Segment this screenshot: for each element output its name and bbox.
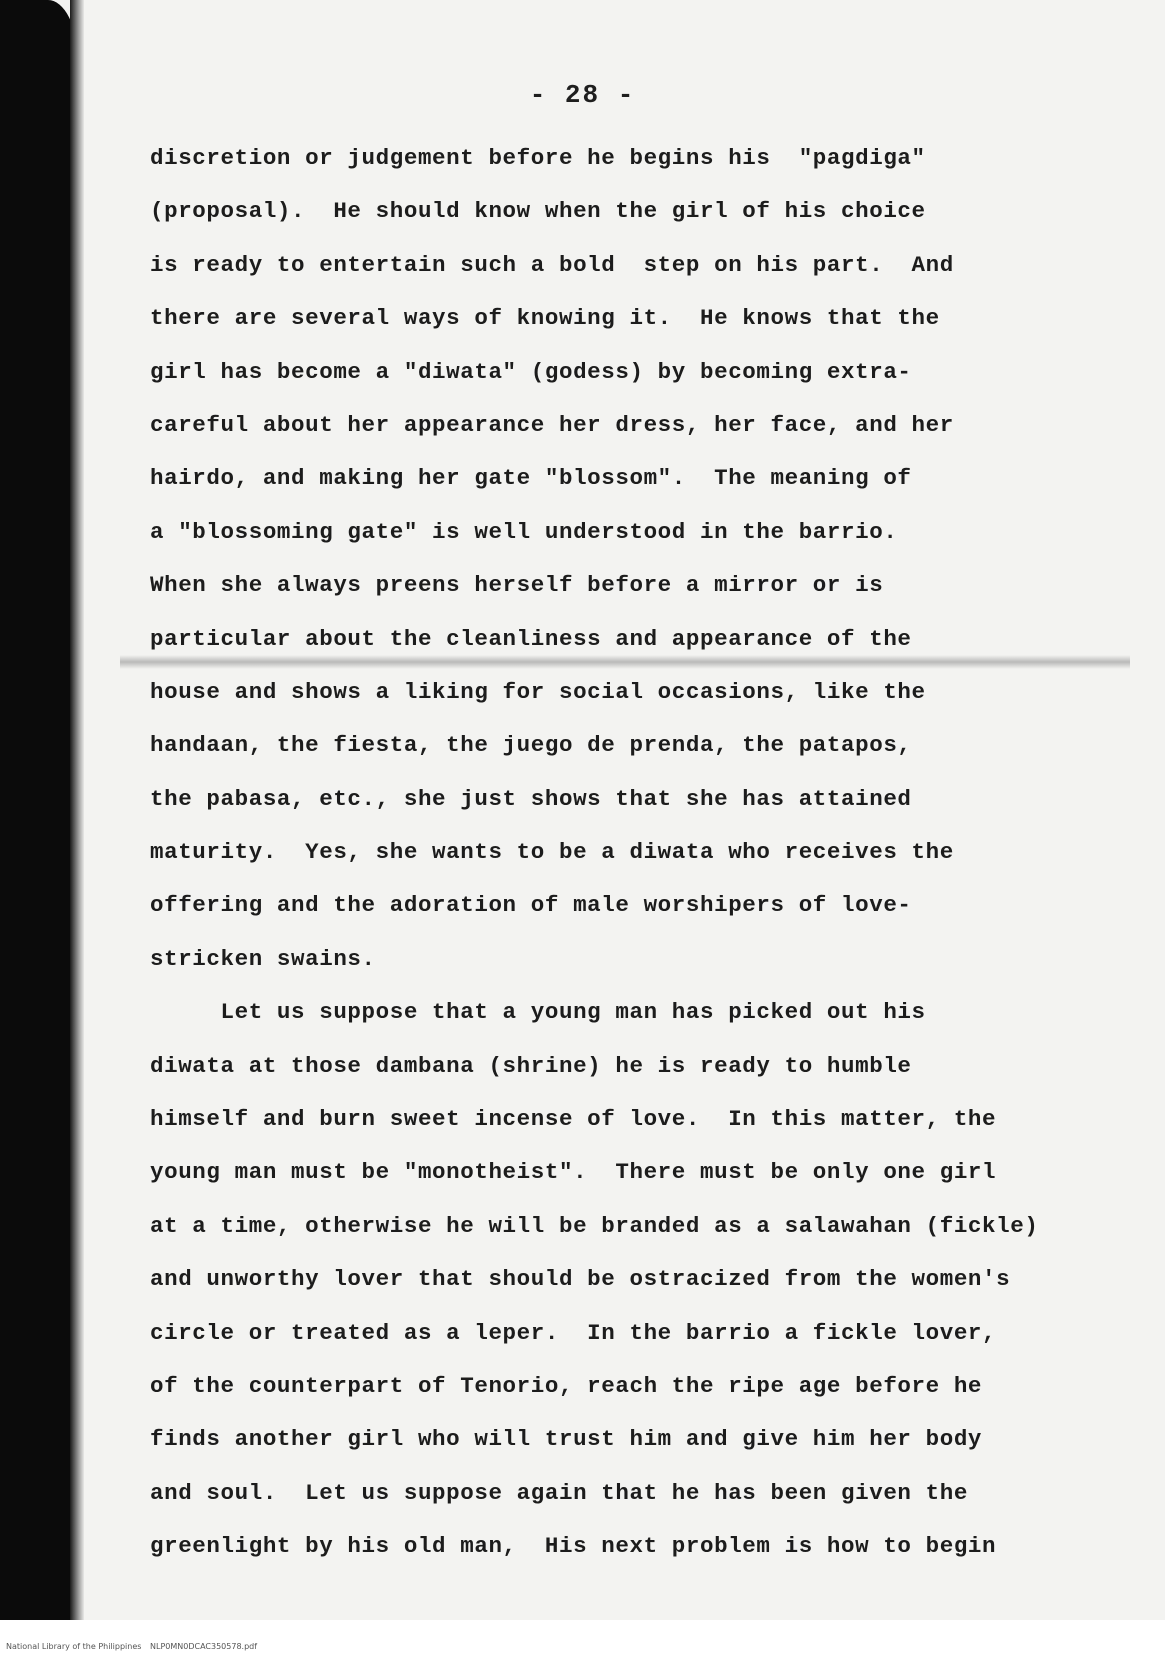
text-line: finds another girl who will trust him and give him her body	[150, 1426, 983, 1453]
text-line: particular about the cleanliness and appearance of the	[150, 625, 912, 652]
text-line: and soul. Let us suppose again that he has been given the	[150, 1479, 968, 1506]
text-line: of the counterpart of Tenorio, reach the ripe age before he	[150, 1372, 983, 1399]
page-binding-shadow	[0, 0, 78, 1620]
footer-source: National Library of the Philippines	[6, 1642, 142, 1651]
footer	[0, 1640, 1165, 1658]
text-line: diwata at those dambana (shrine) he is ready to humble	[150, 1052, 912, 1079]
text-line: Let us suppose that a young man has picked out his	[150, 999, 926, 1026]
text-line: a "blossoming gate" is well understood in the barrio.	[150, 518, 898, 545]
text-line: maturity. Yes, she wants to be a diwata who receives the	[150, 839, 954, 866]
text-line: circle or treated as a leper. In the barrio a fickle lover,	[150, 1319, 997, 1346]
text-line: offering and the adoration of male worshipers of love-	[150, 892, 912, 919]
text-line: the pabasa, etc., she just shows that she has attained	[150, 785, 912, 812]
text-line: girl has become a "diwata" (godess) by becoming extra-	[150, 358, 912, 385]
text-line: himself and burn sweet incense of love. In this matter, the	[150, 1106, 997, 1133]
page-number: - 28 -	[529, 80, 636, 110]
body-text	[150, 132, 1140, 1574]
text-line: When she always preens herself before a mirror or is	[150, 572, 884, 599]
text-line: young man must be "monotheist". There must be only one girl	[150, 1159, 997, 1186]
text-line: (proposal). He should know when the girl of his choice	[150, 198, 926, 225]
text-line: is ready to entertain such a bold step on his part. And	[150, 251, 954, 278]
text-line: house and shows a liking for social occasions, like the	[150, 678, 926, 705]
text-line: handaan, the fiesta, the juego de prenda, the patapos,	[150, 732, 912, 759]
text-line: discretion or judgement before he begins his "pagdiga"	[150, 145, 926, 171]
text-line: there are several ways of knowing it. He knows that the	[150, 305, 940, 332]
text-line: at a time, otherwise he will be branded as a salawahan (fickle)	[150, 1212, 1039, 1239]
text-line: greenlight by his old man, His next problem is how to begin	[150, 1533, 997, 1560]
page-binding-edge	[70, 0, 84, 1620]
text-line: stricken swains.	[150, 945, 376, 972]
footer-filename: NLP0MN0DCAC350578.pdf	[150, 1642, 258, 1651]
text-line: careful about her appearance her dress, her face, and her	[150, 411, 954, 438]
text-line: and unworthy lover that should be ostracized from the women's	[150, 1266, 1011, 1293]
text-line: hairdo, and making her gate "blossom". The meaning of	[150, 465, 912, 492]
